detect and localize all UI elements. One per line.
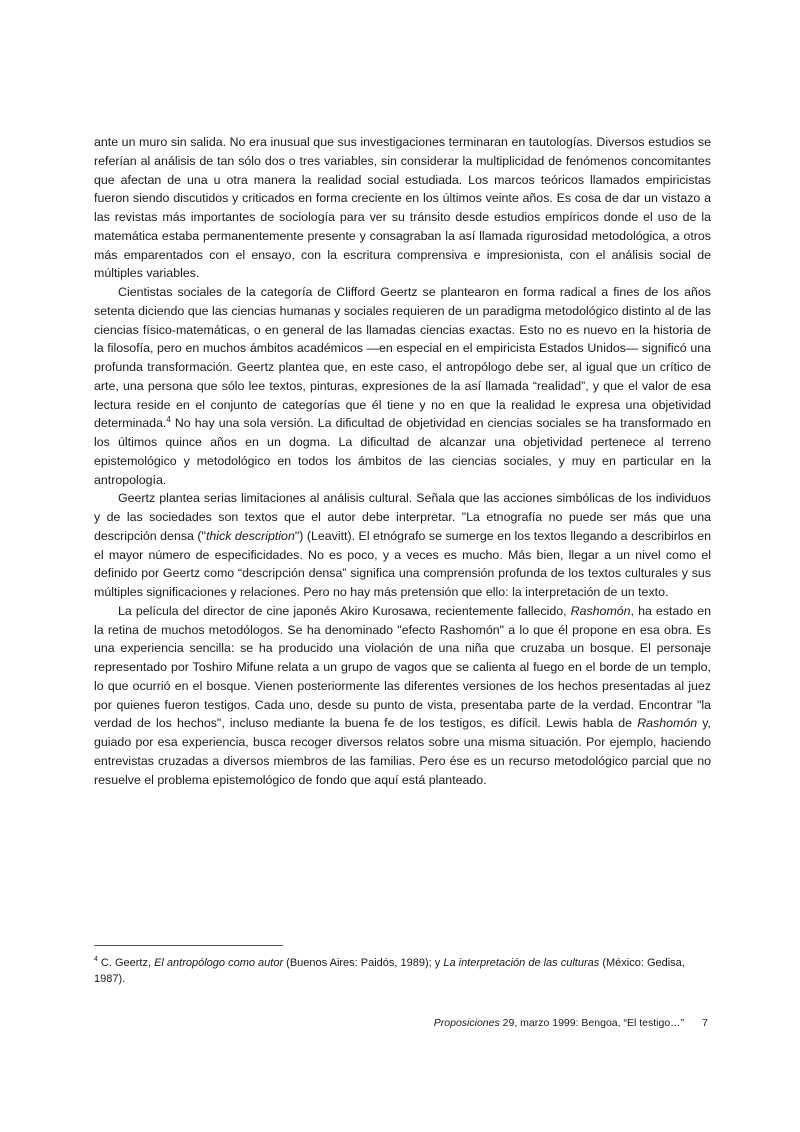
footnote-italic-2: La interpretación de las culturas	[443, 957, 600, 969]
body-text	[94, 133, 711, 789]
page-number: 7	[702, 1017, 708, 1029]
footnote-text-c: (México: Gedisa, 1987).	[94, 957, 685, 985]
paragraph-4	[94, 602, 711, 790]
footnote	[94, 956, 711, 987]
paragraph-4-text-a: La película del director de cine japonés Akiro Kurosawa, recientemente fallecido,	[118, 603, 571, 618]
paragraph-4-text-b: , ha estado en la retina de muchos metodólogos. Se ha denominado "efecto Rashomón" a lo que él propone en esa obra. Es una experiencia sencilla: se ha producido una violación de una niña que cruzaba un bosque. El personaje representado por Toshiro Mifune relata a un grupo de vagos que se calienta al fuego en el borde de un templo, lo que ocurrió en el bosque. Vienen posteriormente las diferentes versiones de los hechos presentadas al juez por quienes fueron testigos. Cada uno, desde su punto de vista, presentaba parte de la verdad. Encontrar "la verdad de los hechos", incluso mediante la buena fe de los testigos, es difícil. Lewis habla de	[94, 603, 711, 731]
footer-journal-name: Proposiciones	[433, 1017, 500, 1029]
paragraph-4-italic-1: Rashomón	[570, 603, 631, 618]
footnote-mark: 4	[94, 956, 98, 964]
paragraph-2-text-a: Cientistas sociales de la categoría de Clifford Geertz se plantearon en forma radical a fines de los años setenta diciendo que las ciencias humanas y sociales requieren de un paradigma metodológico distinto al de las ciencias físico-matemáticas, o en general de las llamadas ciencias exactas. Esto no es nuevo en la historia de la filosofía, pero en muchos ámbitos académicos —en especial en el empiricista Estados Unidos— significó una profunda transformación. Geertz plantea que, en este caso, el antropólogo debe ser, al igual que un crítico de arte, una persona que sólo lee textos, pinturas, expresiones de la así llamada “realidad”, y que el valor de esa lectura reside en el conjunto de categorías que él tiene y no en que la realidad le expresa una objetividad determinada.	[94, 285, 711, 431]
paragraph-3-italic: thick description	[205, 528, 295, 543]
footnote-text-b: (Buenos Aires: Paidós, 1989); y	[283, 957, 444, 969]
paragraph-4-text-c: y, guiado por esa experiencia, busca recoger diversos relatos sobre una misma situación. Por ejemplo, haciendo entrevistas cruzadas a diversos miembros de las familias. Pero ése es un recurso metodológico parcial que no resuelve el problema epistemológico de fondo que aquí está planteado.	[94, 716, 711, 787]
footer-citation: 29, marzo 1999: Bengoa, “El testigo…”	[499, 1017, 685, 1029]
footnote-reference[interactable]: 4	[166, 415, 171, 425]
running-footer	[434, 1016, 708, 1030]
paragraph-3	[94, 489, 711, 602]
paragraph-1	[94, 133, 711, 283]
footnote-italic-1: El antropólogo como autor	[154, 957, 284, 969]
footnote-text-a: C. Geertz,	[100, 957, 155, 969]
paragraph-3-text-b: ") (Leavitt). El etnógrafo se sumerge en los textos llegando a describirlos en el mayor número de especificidades. No es poco, y a veces es mucho. Más bien, llegar a un nivel como el definido por Geertz como “descripción densa” significa una comprensión profunda de los textos culturales y sus múltiples significaciones y relaciones. Pero no hay más pretensión que ello: la interpretación de un texto.	[94, 528, 712, 599]
paragraph-3-text-a: Geertz plantea serias limitaciones al análisis cultural. Señala que las acciones simbólicas de los individuos y de las sociedades son textos que el autor debe interpretar. "La etnografía no puede ser más que una descripción densa ("	[94, 491, 711, 543]
paragraph-1-text: ante un muro sin salida. No era inusual que sus investigaciones terminaran en tautologías. Diversos estudios se referían al análisis de tan sólo dos o tres variables, sin considerar la multiplicidad de fenómenos concomitantes que afectan de una u otra manera la realidad social estudiada. Los marcos teóricos llamados empiricistas fueron siendo discutidos y criticados en forma creciente en los últimos veinte años. Es cosa de dar un vistazo a las revistas más importantes de sociología para ver su tránsito desde estudios empíricos donde el uso de la matemática estaba permanentemente presente y consagraban la así llamada rigurosidad metodológica, a otros más emparentados con el ensayo, con la escritura comprensiva e impresionista, con el análisis social de múltiples variables.	[94, 135, 711, 281]
footnote-divider	[94, 945, 283, 946]
paragraph-4-italic-2: Rashomón	[637, 716, 698, 731]
paragraph-2-text-b: No hay una sola versión. La dificultad de objetividad en ciencias sociales se ha transformado en los últimos quince años en un dogma. La dificultad de alcanzar una objetividad pertenece al terreno epistemológico y metodológico en todos los ámbitos de las ciencias sociales, y muy en particular en la antropología.	[94, 416, 711, 487]
paragraph-2	[94, 283, 711, 489]
